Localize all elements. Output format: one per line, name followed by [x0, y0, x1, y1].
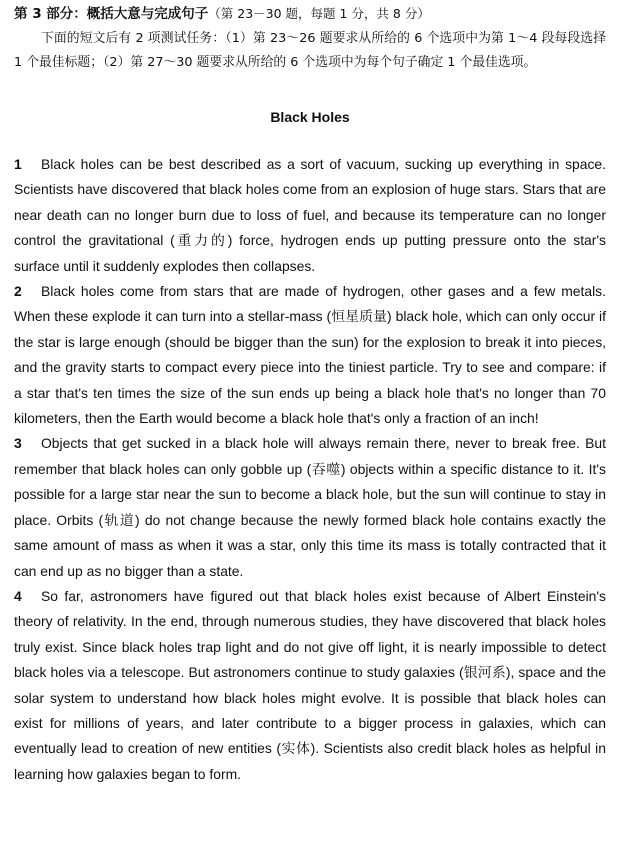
section-heading — [14, 4, 606, 24]
paragraph-4 — [14, 584, 606, 787]
passage-title: Black Holes — [270, 109, 350, 125]
paragraph-number: 1 — [14, 156, 22, 172]
paragraph-number: 3 — [14, 435, 22, 452]
passage-body — [14, 152, 606, 787]
paragraph-text: Black holes can be best described as a sort of vacuum, sucking up everything in space. Scientists have discovered that black holes come from an explosion of huge stars. Stars that are near death can no longer burn due to loss of fuel, and because its temperature can no longer control the gravitational (重力的) force, hydrogen ends up putting pressure onto the star's surface until it suddenly explodes then collapses. — [14, 156, 606, 274]
section-scoring-note: （第 23－30 题，每题 1 分，共 8 分） — [208, 6, 430, 21]
paragraph-number: 4 — [14, 587, 22, 604]
paragraph-text: Black holes come from stars that are made of hydrogen, other gases and a few metals. When these explode it can turn into a stellar-mass (恒星质量) black hole, which can only occur if the star is large enough (should be bigger than the sun) for the explosion to break it into pieces, and the gravity starts to compact every piece into the tiniest particle. Try to see and compare: if a star that's ten times the size of the sun ends up being a black hole that's no longer than 70 kilometers, then the Earth would become a black hole that's only a fraction of an inch! — [14, 283, 606, 427]
paragraph-2 — [14, 279, 606, 431]
paragraph-1 — [14, 152, 606, 279]
paragraph-number: 2 — [14, 283, 22, 300]
paragraph-3 — [14, 431, 606, 583]
section-instructions: 下面的短文后有 2 项测试任务：（1）第 23～26 题要求从所给的 6 个选项中为第 1～4 段每段选择 1 个最佳标题；（2）第 27～30 题要求从所给的 6 个选项中为每个句子确定 1 个最佳选项。 — [14, 31, 606, 70]
paragraph-text: Objects that get sucked in a black hole will always remain there, never to break free. But remember that black holes can only gobble up (吞噬) objects within a specific distance to it. It's possible for a large star near the sun to become a black hole, but the sun will continue to stay in place. Orbits (轨道) do not change because the newly formed black hole contains exactly the same amount of mass as when it was a star, only this time its mass is totally contracted that it can end up as no bigger than a state. — [14, 435, 606, 579]
section-title: 第 3 部分：概括大意与完成句子 — [14, 6, 209, 22]
paragraph-text: So far, astronomers have figured out that black holes exist because of Albert Einstein's theory of relativity. In the end, through numerous studies, they have discovered that black holes truly exist. Since black holes trap light and do not give off light, it is nearly impossible to detect black holes via a telescope. But astronomers continue to study galaxies (银河系), space and the solar system to understand how black holes might evolve. It is possible that black holes can exist for millions of years, and later contribute to a bigger process in galaxies, which can eventually lead to creation of new entities (实体). Scientists also credit black holes as helpful in learning how galaxies began to form. — [14, 587, 606, 782]
